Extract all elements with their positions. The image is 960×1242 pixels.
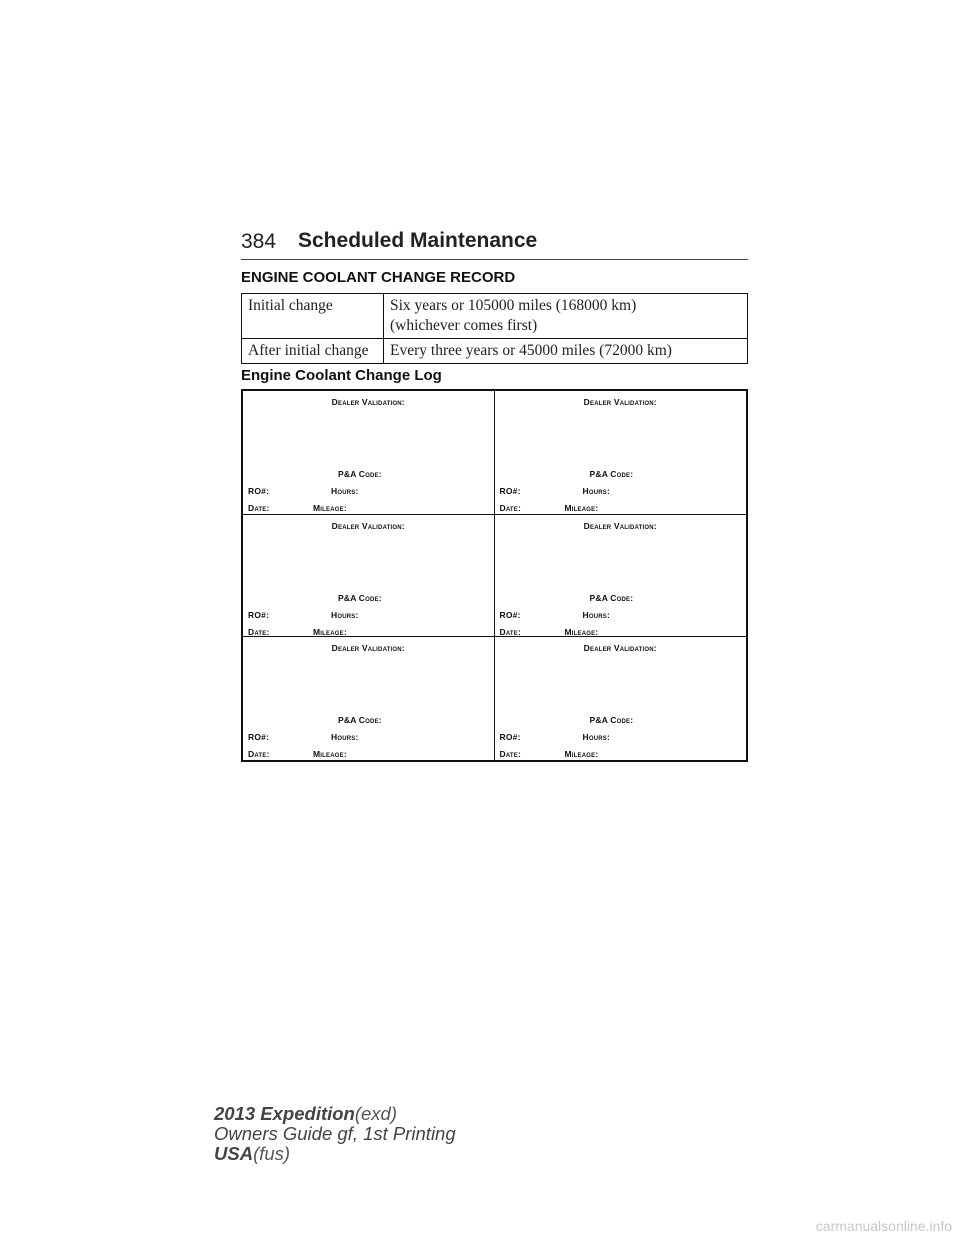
dealer-validation-label: Dealer Validation: (331, 643, 405, 653)
ro-number-label: RO#: (499, 610, 521, 620)
mileage-label: Mileage: (313, 627, 347, 637)
footer-market-code: (fus) (253, 1143, 291, 1164)
pa-code-label: P&A Code: (589, 469, 634, 479)
mileage-label: Mileage: (313, 503, 347, 513)
interval-value-line: Six years or 105000 miles (168000 km) (390, 297, 637, 314)
interval-value: Every three years or 45000 miles (72000 km) (384, 339, 748, 364)
log-entry-cell[interactable] (495, 515, 747, 637)
mileage-label: Mileage: (564, 627, 599, 637)
pa-code-label: P&A Code: (338, 469, 382, 479)
table-row (242, 339, 748, 364)
dealer-validation-label: Dealer Validation: (331, 521, 405, 531)
coolant-interval-table (241, 293, 748, 364)
header-rule (241, 259, 748, 260)
watermark: carmanualsonline.info (815, 1218, 952, 1234)
dealer-validation-label: Dealer Validation: (583, 643, 657, 653)
log-entry-cell[interactable] (243, 391, 495, 515)
page-number: 384 (241, 230, 277, 253)
ro-number-label: RO#: (248, 732, 270, 742)
table-row (242, 294, 748, 339)
ro-number-label: RO#: (248, 486, 270, 496)
pa-code-label: P&A Code: (338, 593, 382, 603)
footer-line (214, 1104, 456, 1124)
footer-line: Owners Guide gf, 1st Printing (214, 1123, 456, 1144)
footer-model-code: (exd) (354, 1103, 398, 1124)
interval-value (384, 294, 748, 339)
date-label: Date: (248, 503, 270, 513)
dealer-validation-label: Dealer Validation: (331, 397, 405, 407)
footer-model: 2013 Expedition (214, 1103, 355, 1124)
log-entry-cell[interactable] (243, 515, 495, 637)
pa-code-label: P&A Code: (589, 715, 634, 725)
date-label: Date: (499, 503, 522, 513)
log-entry-cell[interactable] (243, 637, 495, 760)
date-label: Date: (499, 749, 522, 759)
mileage-label: Mileage: (313, 749, 347, 759)
hours-label: Hours: (582, 486, 611, 496)
footer-line (214, 1144, 456, 1164)
hours-label: Hours: (331, 610, 359, 620)
hours-label: Hours: (582, 610, 611, 620)
hours-label: Hours: (331, 486, 359, 496)
log-entry-cell[interactable] (495, 637, 747, 760)
ro-number-label: RO#: (499, 486, 521, 496)
mileage-label: Mileage: (564, 503, 599, 513)
coolant-change-log (241, 389, 748, 762)
log-heading: Engine Coolant Change Log (241, 367, 442, 384)
interval-label: After initial change (242, 339, 384, 364)
ro-number-label: RO#: (248, 610, 270, 620)
interval-label: Initial change (242, 294, 384, 339)
print-footer (214, 1104, 456, 1164)
record-heading: ENGINE COOLANT CHANGE RECORD (241, 269, 516, 286)
ro-number-label: RO#: (499, 732, 521, 742)
hours-label: Hours: (582, 732, 611, 742)
interval-value-line: (whichever comes first) (390, 317, 538, 334)
hours-label: Hours: (331, 732, 359, 742)
pa-code-label: P&A Code: (589, 593, 634, 603)
pa-code-label: P&A Code: (338, 715, 382, 725)
log-entry-cell[interactable] (495, 391, 747, 515)
dealer-validation-label: Dealer Validation: (583, 397, 657, 407)
date-label: Date: (499, 627, 522, 637)
footer-market: USA (214, 1143, 254, 1164)
mileage-label: Mileage: (564, 749, 599, 759)
dealer-validation-label: Dealer Validation: (583, 521, 657, 531)
date-label: Date: (248, 749, 270, 759)
date-label: Date: (248, 627, 270, 637)
section-title: Scheduled Maintenance (298, 229, 538, 252)
